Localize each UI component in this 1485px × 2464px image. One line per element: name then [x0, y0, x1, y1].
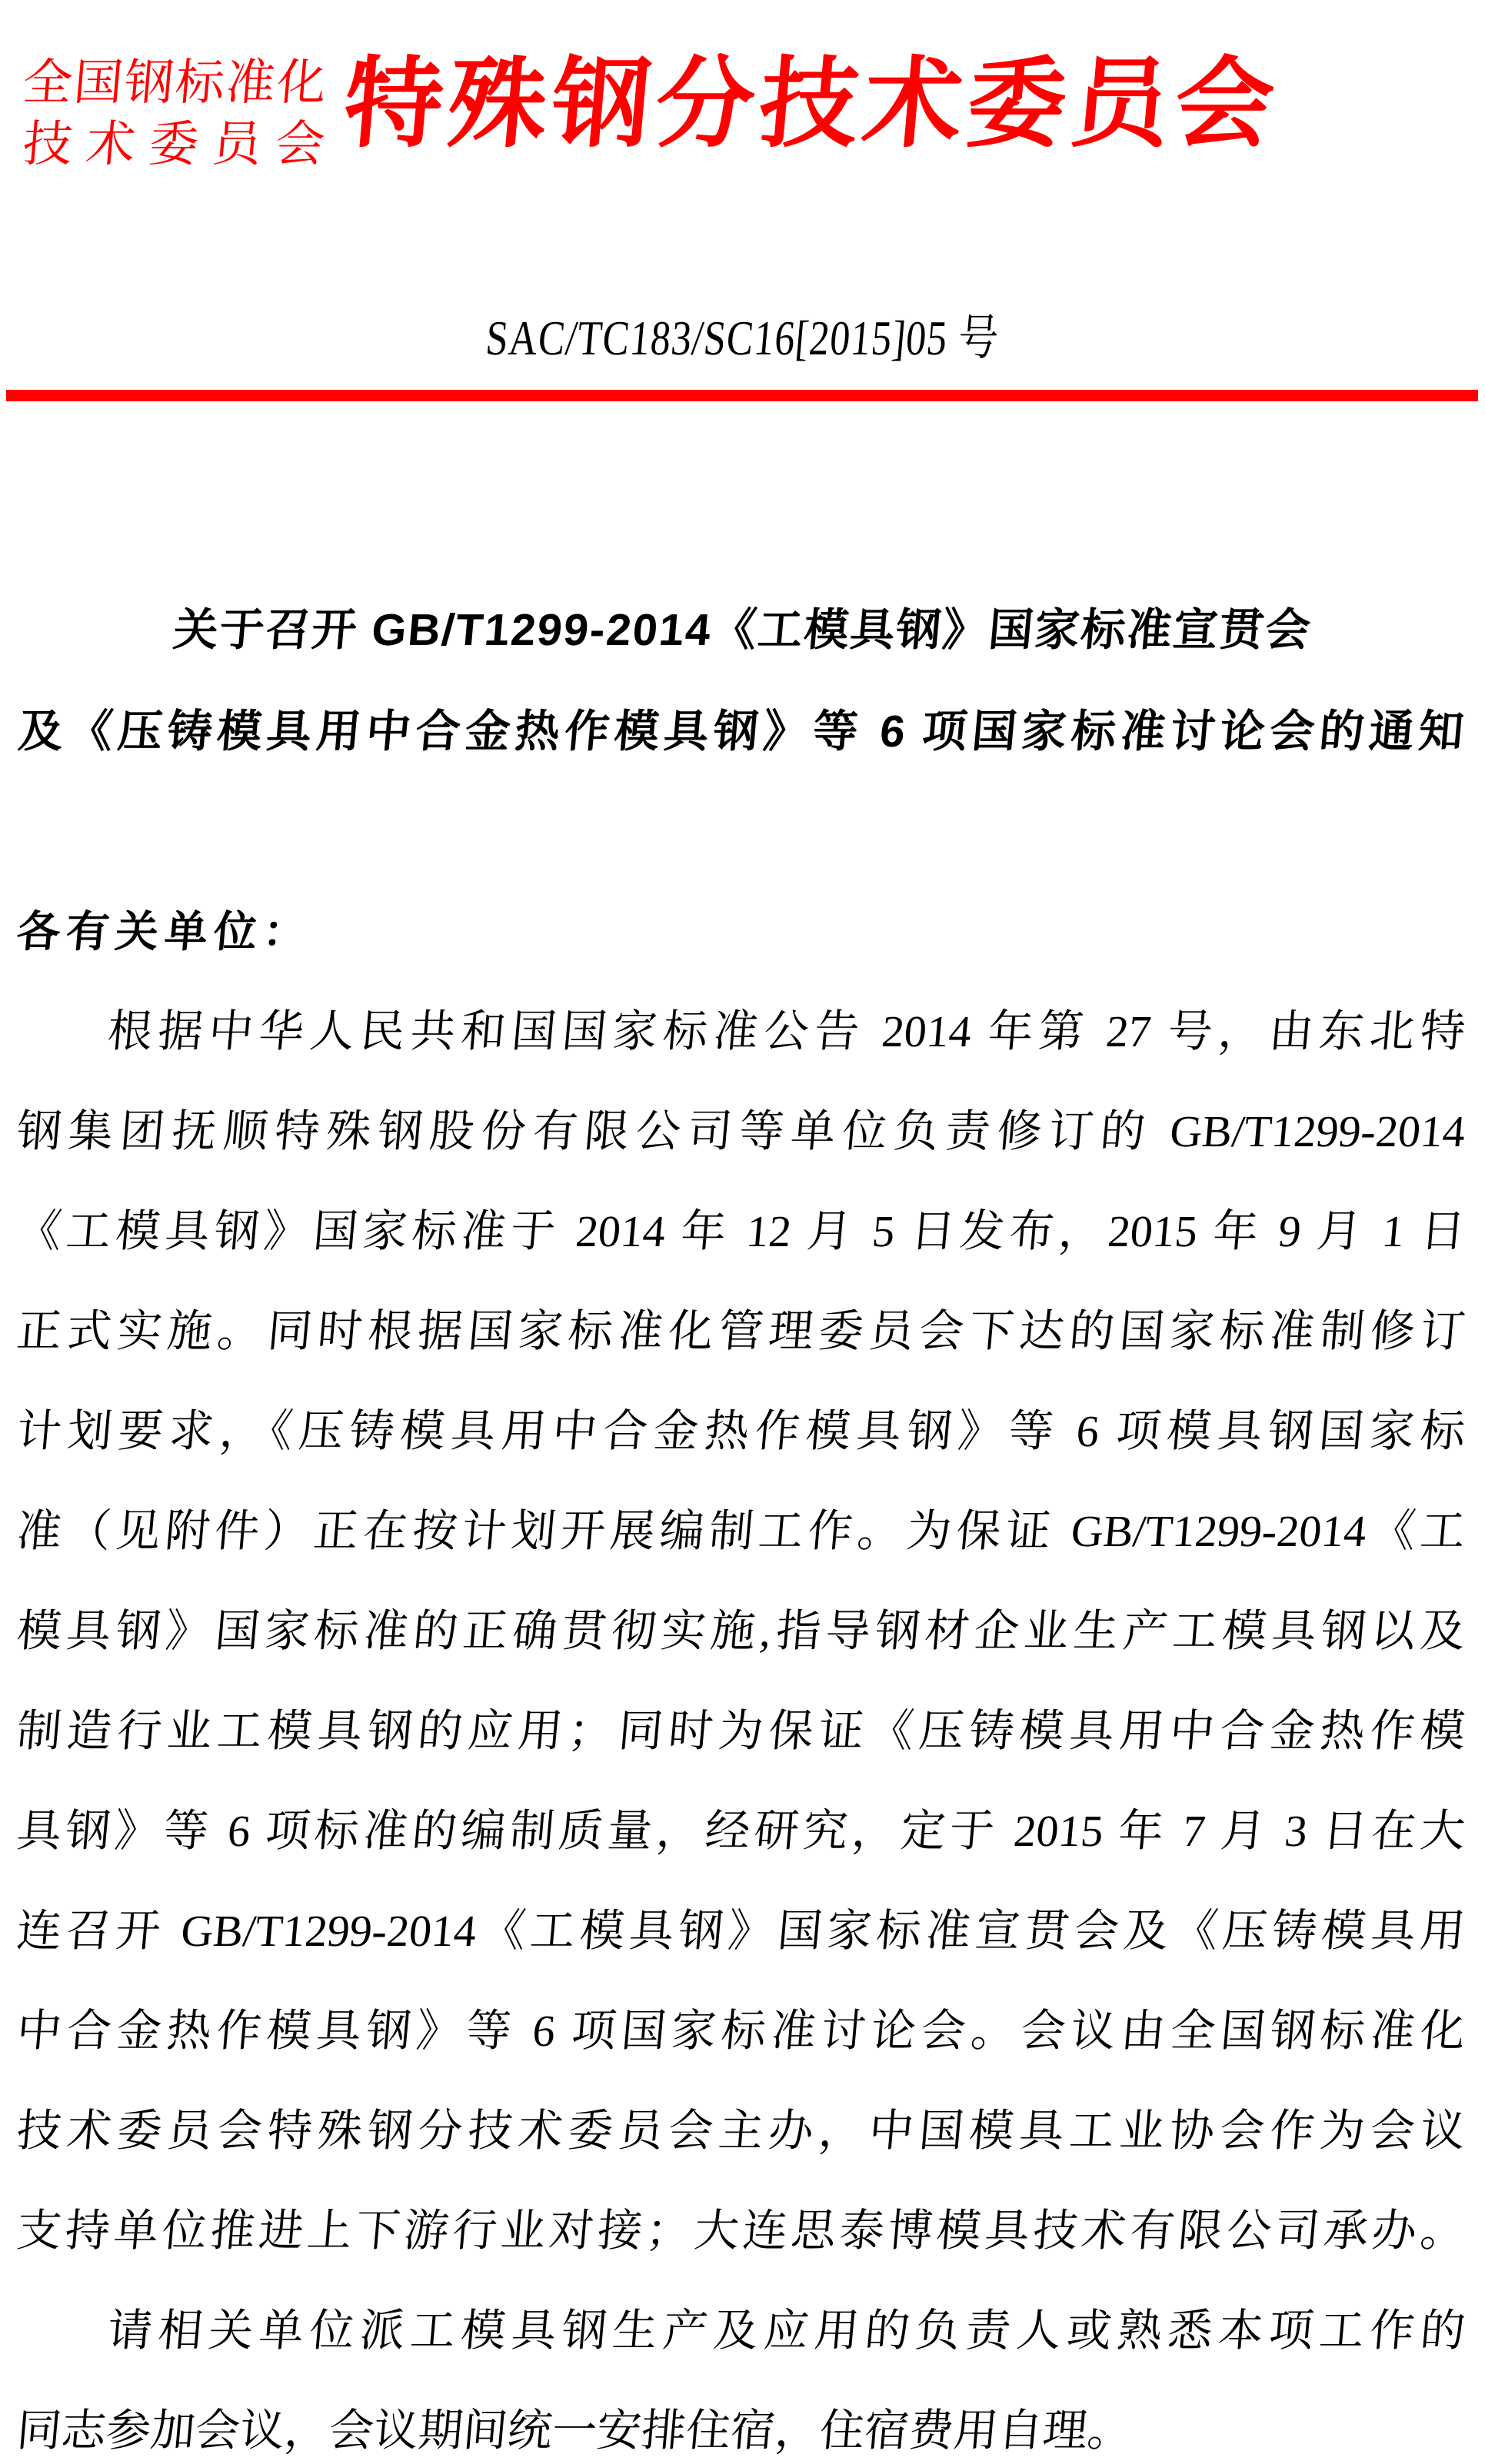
org-name-line2 [21, 114, 328, 175]
body-line: 根据中华人民共和国国家标准公告 2014 年第 27 号，由东北特 [105, 1006, 1467, 1056]
org-name-char: 会 [272, 117, 328, 171]
body-line: 钢集团抚顺特殊钢股份有限公司等单位负责修订的 GB/T1299-2014 [15, 1106, 1467, 1156]
body-line: 具钢》等 6 项标准的编制质量，经研究，定于 2015 年 7 月 3 日在大 [15, 1806, 1467, 1856]
body-line: 同志参加会议，会议期间统一安排住宿，住宿费用自理。 [15, 2406, 1134, 2456]
body-line: 连召开 GB/T1299-2014《工模具钢》国家标准宣贯会及《压铸模具用 [15, 1906, 1467, 1956]
doc-title-line2: 及《压铸模具用中合金热作模具钢》等 6 项国家标准讨论会的通知 [16, 707, 1466, 756]
org-name-char: 技 [20, 117, 75, 171]
body-line: 计划要求，《压铸模具用中合金热作模具钢》等 6 项模具钢国家标 [15, 1406, 1467, 1456]
body-line: 中合金热作模具钢》等 6 项国家标准讨论会。会议由全国钢标准化 [15, 2006, 1467, 2056]
red-divider-rule [6, 390, 1478, 401]
body-line: 技术委员会特殊钢分技术委员会主办，中国模具工业协会作为会议 [15, 2106, 1467, 2156]
org-name-char: 术 [83, 117, 138, 171]
body-line: 准（见附件）正在按计划开展编制工作。为保证 GB/T1299-2014《工 [15, 1506, 1467, 1556]
doc-title-line1: 关于召开 GB/T1299-2014《工模具钢》国家标准宣贯会 [171, 605, 1314, 655]
letterhead-org-name [20, 52, 331, 175]
body-line: 制造行业工模具钢的应用；同时为保证《压铸模具用中合金热作模 [15, 1706, 1467, 1756]
body-line: 支持单位推进上下游行业对接；大连思泰博模具技术有限公司承办。 [15, 2206, 1467, 2256]
org-name-char: 员 [209, 117, 265, 171]
org-name-char: 委 [146, 117, 201, 171]
body-line: 请相关单位派工模具钢生产及应用的负责人或熟悉本项工作的 [105, 2306, 1467, 2356]
doc-number: SAC/TC183/SC16[2015]05 号 [483, 311, 1001, 366]
greeting-line: 各有关单位： [15, 907, 315, 956]
body-line: 正式实施。同时根据国家标准化管理委员会下达的国家标准制修订 [15, 1306, 1467, 1356]
body-line: 《工模具钢》国家标准于 2014 年 12 月 5 日发布，2015 年 9 月 1 日 [15, 1206, 1467, 1256]
letterhead-committee-title: 特殊钢分技术委员会 [339, 50, 1284, 159]
body-line: 模具钢》国家标准的正确贯彻实施,指导钢材企业生产工模具钢以及 [15, 1606, 1467, 1656]
body-text [17, 882, 1465, 2464]
org-name-line1: 全国钢标准化 [20, 55, 331, 110]
